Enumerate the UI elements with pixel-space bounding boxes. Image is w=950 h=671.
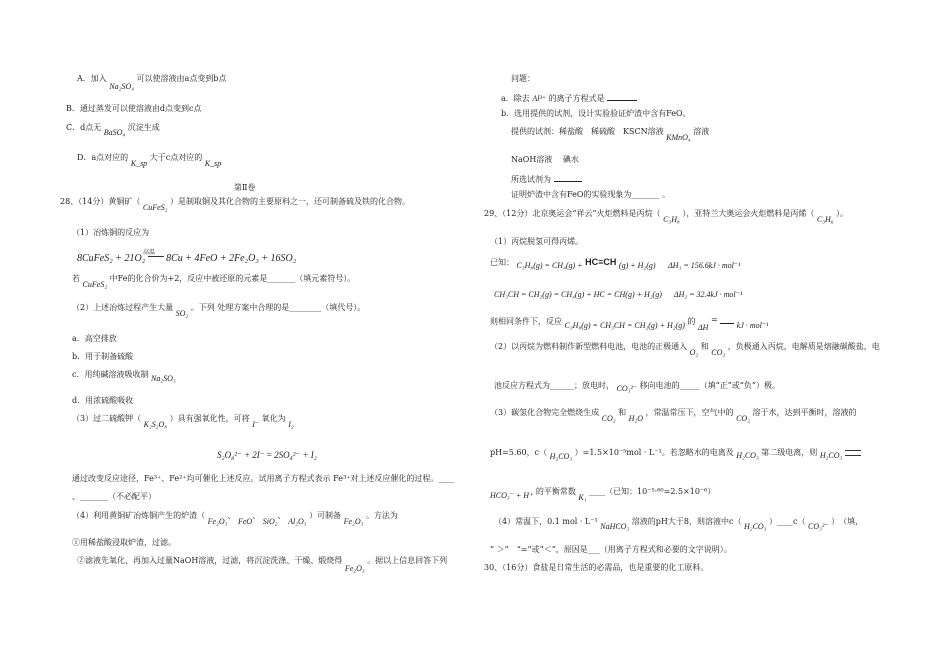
question-30-header: 30、（16分）食盐是日常生活的必需品，也是重要的化工原料。 xyxy=(484,563,709,572)
q29-part3c-mid: 的平衡常数 xyxy=(535,487,576,496)
formula-co2: CO₂ xyxy=(711,348,726,357)
q28-intro-rest: ）是制取铜及其化合物的主要原料之一，还可制备硫及铁的化合物。 xyxy=(170,197,411,206)
q29-part3b-pre: pH=5.60，c（ xyxy=(490,448,548,457)
delta-h: ΔH xyxy=(697,323,709,332)
option-c-label: C．d点无 xyxy=(66,123,102,132)
q29-part4-mid2: ）____c（ xyxy=(769,517,806,526)
answer-blank-a[interactable] xyxy=(607,92,637,101)
formula-iodine: I₂ xyxy=(288,420,294,429)
equilibrium-arrow xyxy=(845,450,861,456)
problem-b: b．选用提供的试剂，设计实验验证炉渣中含有FeO。 xyxy=(501,109,691,118)
formula-so2: SO₂ xyxy=(175,309,189,318)
q29-part2-pre: （2）以丙烷为燃料制作新型燃料电池，电池的正极通入 xyxy=(490,342,688,351)
equation-smelting xyxy=(77,254,296,264)
equation-c-body: C₃H₈(g) = CH₃CH = CH₂(g) + H₂(g) xyxy=(564,321,685,330)
formula-fe2o3-product: Fe₂O₃ xyxy=(343,517,364,526)
delta-h2: ΔH₂ = 32.4kJ · mol⁻¹ xyxy=(673,290,743,299)
formula-baso4: BaSO₄ xyxy=(103,128,126,137)
reaction-condition: 高温 xyxy=(143,249,156,256)
equation-persulfate-left: S₂O₈²⁻ + 2I⁻ xyxy=(217,450,265,460)
problem-a xyxy=(501,92,637,104)
q29-part3b-mid: ）=1.5×10⁻⁵mol · L⁻¹。若忽略水的电离及 xyxy=(574,448,734,457)
q29-part4b: “ ＞” “=”或“＜”，原因是___（用离子方程式和必要的文字说明）。 xyxy=(490,545,732,554)
equation-persulfate: S₂O₈²⁻ + 2I⁻ = 2SO₄²⁻ + I₂ xyxy=(217,450,317,460)
q29-intro: 29、（12分）北京奥运会“祥云”火炬燃料是丙烷（ xyxy=(484,209,661,218)
formula-h2co3: H₂CO₃ xyxy=(549,452,573,461)
equation-a-left: C₃H₈(g) = CH₄(g) + xyxy=(516,261,583,270)
q28-part4-mid: ）可制备 xyxy=(309,511,342,520)
known-label: 已知： xyxy=(490,258,514,267)
formula-bicarbonate-h: HCO₃⁻ + H⁺ xyxy=(490,491,534,500)
q29-part1: （1）丙烷脱氢可得丙烯。 xyxy=(490,237,584,246)
option-a xyxy=(77,74,227,91)
q29-part3-pre: （3）碳氢化合物完全燃烧生成 xyxy=(490,408,600,417)
formula-h2co3-c: H₂CO₃ xyxy=(819,451,843,460)
equation-smelting-right: 8Cu + 4FeO + 2Fe₂O₃ + 16SO₂ xyxy=(166,253,297,264)
reagents-post: 溶液 xyxy=(693,127,710,136)
q28-part1: （1）冶炼铜的反应为 xyxy=(72,228,150,237)
section-title: 第Ⅱ卷 xyxy=(234,183,256,192)
q29-part3c xyxy=(490,487,716,502)
q28-part1b-text: 中Fe的化合价为+2，反应中被还原的元素是_______（填元素符号）。 xyxy=(109,274,356,283)
option-lower-c-text: c．用纯碱溶液吸收制 xyxy=(72,370,149,379)
q28-part3-pre: （3）过二硫酸钾（ xyxy=(72,414,142,423)
option-d xyxy=(77,153,222,168)
q29-intro-mid: ），亚特兰大奥运会火炬燃料是丙烯（ xyxy=(682,209,815,218)
q29-part3c-post: ____（已知：10⁻⁵·⁶⁰=2.5×10⁻⁶） xyxy=(589,487,716,496)
problem-a-pre: a．除去 xyxy=(501,94,530,103)
q28-part4-pre: （4）利用黄铜矿冶炼铜产生的炉渣（ xyxy=(72,511,206,520)
equation-a xyxy=(490,257,740,268)
equation-smelting-left: 8CuFeS₂ + 21O₂ xyxy=(77,253,146,264)
formula-sio2: SiO₂ xyxy=(262,517,278,526)
reagents-line2: NaOH溶液 碘水 xyxy=(511,155,579,164)
formula-kmno4: KMnO₄ xyxy=(666,133,691,142)
formula-iodide: I⁻ xyxy=(252,420,260,429)
option-c xyxy=(66,123,160,137)
option-lower-b: b．用于制备硫酸 xyxy=(72,352,134,361)
formula-ksp-a: K_sp xyxy=(130,159,148,168)
formula-nahco3: NaHCO₃ xyxy=(600,522,630,531)
q29-part2 xyxy=(490,342,880,357)
q29-part4-pre: （4）常温下，0.1 mol · L⁻¹ xyxy=(494,517,598,526)
formula-c3h6: C₃H₆ xyxy=(816,215,834,224)
q29-part4 xyxy=(494,517,864,531)
option-d-text: 大于c点对应的 xyxy=(149,153,203,162)
q28-part3 xyxy=(72,414,294,429)
formula-k1: K₁ xyxy=(578,493,587,502)
option-a-label: A．加入 xyxy=(77,74,107,83)
option-a-text: 可以使溶液由a点变到b点 xyxy=(136,74,227,83)
option-lower-d: d．用浓硫酸吸收 xyxy=(72,396,134,405)
selected-reagents xyxy=(511,173,582,185)
option-b: B．通过蒸发可以使溶液由d点变到c点 xyxy=(66,104,202,113)
q29-part4-post: ） （填， xyxy=(831,517,864,526)
q28-part2-text: 。下列 处理方案中合理的是________（填代号）。 xyxy=(190,303,366,312)
q28-intro: 28、（14分）黄铜矿（ xyxy=(60,197,141,206)
question-28-header xyxy=(60,197,411,212)
q28-part4: （4）利用黄铜矿冶炼铜产生的炉渣（ Fe₂O₃、 FeO、 SiO₂、 Al₂O₃ ）可制备 Fe₂O₃ 。方法为 xyxy=(72,511,398,526)
q29-part2b-pre: 池反应方程式为______；放电时， xyxy=(494,381,614,390)
q28-part1b xyxy=(72,274,356,289)
delta-h1: ΔH₁ = 156.6kJ · mol⁻¹ xyxy=(668,261,741,270)
equation-b xyxy=(494,290,742,300)
formula-c3h8: C₃H₈ xyxy=(663,215,680,224)
formula-ksp-c: K_sp xyxy=(204,159,222,168)
delta-h-unit: kJ · mol⁻¹ xyxy=(736,321,769,330)
step-2-post: 。据以上信息回答下列 xyxy=(367,556,448,565)
q28-part3-mid2: 氧化为 xyxy=(261,414,286,423)
formula-na2so3: Na₂SO₃ xyxy=(151,374,176,383)
q28-part1b-pre: 若 xyxy=(72,274,80,283)
option-lower-a: a．高空排放 xyxy=(72,334,117,343)
option-lower-c xyxy=(72,370,176,383)
q29-intro-post: ）。 xyxy=(836,209,849,218)
equation-c-pre: 则相同条件下，反应 xyxy=(490,317,562,326)
q29-part3 xyxy=(490,408,857,423)
q29-part3b-mid2: 第二级电离，则 xyxy=(761,448,818,457)
q29-part2b-post: 移向电池的_____（填“正”或“负”）极。 xyxy=(639,381,780,390)
step-2-text: ②滤液先氧化，再加入过量NaOH溶液，过滤，将沉淀洗涤、干燥、煅烧得 xyxy=(77,556,343,565)
q29-part3-and: 和 xyxy=(618,408,627,417)
step-1: ①用稀盐酸浸取炉渣，过滤。 xyxy=(72,538,176,547)
q29-part3-post: 溶于水，达到平衡时，溶液的 xyxy=(752,408,857,417)
equation-persulfate-right: 2SO₄²⁻ + I₂ xyxy=(274,450,317,460)
q29-part3-mid: ，常温常压下，空气中的 xyxy=(645,408,734,417)
formula-carbonate: CO₃²⁻ xyxy=(616,384,638,393)
q28-part3-mid: ）具有强氧化性，可将 xyxy=(169,414,250,423)
formula-h2co3-b: H₂CO₃ xyxy=(736,451,759,460)
formula-feo: FeO xyxy=(237,517,253,526)
formula-al2o3: Al₂O₃ xyxy=(288,517,307,526)
option-d-label: D．a点对应的 xyxy=(77,153,129,162)
problem-label: 问题： xyxy=(511,74,535,83)
formula-co2-b: CO₂ xyxy=(601,414,616,423)
formula-acetylene: HC≡CH xyxy=(585,257,617,267)
reagents-text: 提供的试剂：稀盐酸 稀硫酸 KSCN溶液 xyxy=(511,127,664,136)
formula-h2co3-d: H₂CO₃ xyxy=(744,522,767,531)
formula-carbonate-b: CO₃²⁻ xyxy=(808,522,829,531)
formula-fe2o3-step: Fe₂O₃ xyxy=(344,564,365,573)
selected-reagents-text: 所选试剂为 xyxy=(511,175,551,184)
formula-cufes2: CuFeS₂ xyxy=(142,203,168,212)
question-29-header xyxy=(484,209,849,224)
equation-c-of: 的 xyxy=(687,317,696,326)
feo-phenomenon: 证明炉渣中含有FeO的实验现象为_______ 。 xyxy=(511,190,670,199)
answer-blank-dh[interactable] xyxy=(720,315,734,324)
q28-part2-pre: （2）上述冶炼过程产生大量 xyxy=(72,303,174,312)
formula-o2: O₂ xyxy=(689,348,699,357)
q29-part2-and: 和 xyxy=(700,342,709,351)
answer-blank-reagents[interactable] xyxy=(554,173,582,182)
q28-part3-blank: 、_______（不必配平） xyxy=(72,492,156,501)
q29-part2b xyxy=(494,381,780,391)
q28-part3-catalysis: 通过改变反应途径，Fe³⁺、Fe²⁺均可催化上述反应。试用离子方程式表示 Fe³⁺对上述反应催化的过程。____ xyxy=(72,474,455,483)
formula-k2s2o8: K₂S₂O₈ xyxy=(143,420,168,429)
q29-part3b xyxy=(490,448,861,461)
formula-cufes2-b: CuFeS₂ xyxy=(82,280,108,289)
formula-na2so4: Na₂SO₄ xyxy=(109,82,135,91)
formula-co2-c: CO₂ xyxy=(736,414,750,423)
option-c-text: 沉淀生成 xyxy=(127,123,160,132)
problem-a-text: 的离子方程式是 xyxy=(548,94,605,103)
q28-part2 xyxy=(72,303,366,318)
equation-b-body: CH₃CH = CH₂(g) = CH₄(g) + HC = CH(g) + H₂(g) xyxy=(494,290,662,299)
reagents-line xyxy=(511,127,710,142)
q29-part4-mid: 溶液的pH大于8，则溶液中c（ xyxy=(631,517,742,526)
formula-fe2o3: Fe₂O₃ xyxy=(207,517,228,526)
equation-c: 则相同条件下，反应 C₃H₈(g) = CH₃CH = CH₂(g) + H₂(g) 的 ΔH = kJ · mol⁻¹ xyxy=(490,315,769,332)
q28-part4-post: 。方法为 xyxy=(365,511,398,520)
equation-a-right: (g) + H₂(g) xyxy=(618,261,656,270)
formula-al3: Al³⁺ xyxy=(532,94,547,103)
step-2 xyxy=(77,556,448,573)
formula-h2o: H₂O xyxy=(628,414,643,423)
q29-part2-post: ，负极通入丙烷，电解质是熔融碳酸盐，电 xyxy=(727,342,880,351)
